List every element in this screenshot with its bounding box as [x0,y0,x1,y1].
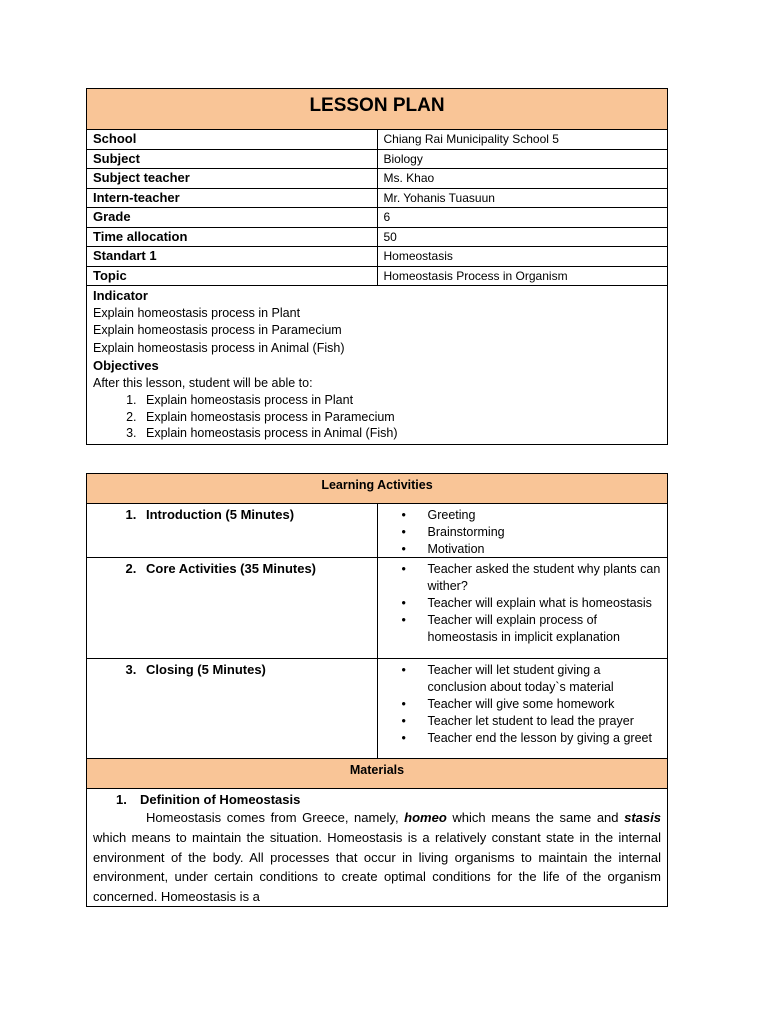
indicator-item: Explain homeostasis process in Paramecium [93,323,342,337]
info-row-subject [87,149,668,169]
activity-stage-label: 2. Core Activities (35 Minutes) [140,561,371,576]
activity-steps [384,561,662,645]
learning-activities-table [86,473,668,907]
activity-stage-label: 3. Closing (5 Minutes) [140,662,371,677]
materials-body [87,789,668,907]
objectives-intro: After this lesson, student will be able to: [93,375,313,390]
info-row-intern-teacher [87,188,668,208]
info-value: Homeostasis Process in Organism [377,266,668,286]
info-value: Ms. Khao [377,169,668,189]
info-row-grade [87,208,668,228]
learning-activities-heading: Learning Activities [87,474,668,504]
activity-steps [384,507,662,557]
indicator-objectives-cell [87,286,668,445]
info-label: School [87,130,378,150]
indicator-item: Explain homeostasis process in Plant [93,305,301,320]
activity-step: • Teacher end the lesson by giving a greet [428,730,662,747]
info-value: Homeostasis [377,247,668,267]
objective-item: 2. Explain homeostasis process in Paramecium [140,409,661,426]
activity-row-closing [87,659,668,759]
indicator-item: Explain homeostasis process in Animal (Fish) [93,340,345,355]
indicator-heading: Indicator [93,288,148,303]
objectives-heading: Objectives [93,358,159,373]
objectives-list [93,392,661,442]
info-value: Biology [377,149,668,169]
objective-item: 3. Explain homeostasis process in Animal (Fish) [140,425,661,442]
info-row-topic [87,266,668,286]
info-value: 6 [377,208,668,228]
info-label: Time allocation [87,227,378,247]
info-label: Subject teacher [87,169,378,189]
term-homeo: homeo [404,810,447,826]
activity-step: • Teacher will explain process of homeostasis in implicit explanation [428,612,662,646]
info-row-time-allocation [87,227,668,247]
info-label: Standart 1 [87,247,378,267]
activity-steps [384,662,662,746]
activity-step: • Greeting [428,507,662,524]
activity-step: • Teacher asked the student why plants can wither? [428,561,662,595]
info-value: Chiang Rai Municipality School 5 [377,130,668,150]
info-label: Subject [87,149,378,169]
activity-row-introduction [87,504,668,558]
activity-stage-label: 1. Introduction (5 Minutes) [140,507,371,522]
lesson-plan-table [86,88,668,445]
term-stasis: stasis [624,810,661,826]
lesson-plan-title: LESSON PLAN [87,89,668,130]
info-label: Grade [87,208,378,228]
materials-section-title: Definition of Homeostasis [140,792,301,808]
objective-item: 1. Explain homeostasis process in Plant [140,392,661,409]
activity-row-core [87,558,668,659]
activity-step: • Teacher let student to lead the prayer [428,713,662,730]
info-row-subject-teacher [87,169,668,189]
activity-step: • Brainstorming [428,524,662,541]
info-value: 50 [377,227,668,247]
info-row-school [87,130,668,150]
materials-heading: Materials [87,759,668,789]
info-value: Mr. Yohanis Tuasuun [377,188,668,208]
materials-section-number: 1. [116,792,127,808]
info-label: Intern-teacher [87,188,378,208]
materials-paragraph: Homeostasis comes from Greece, namely, homeo which means the same and stasis which means to maintain the situation. Homeostasis is a relatively constant state in the internal environment of the body. All processes that occur in living organisms to maintain the internal environment, under certain conditions to create optimal conditions for the life of the organism concerned. Homeostasis is a [93,810,661,904]
activity-step: • Teacher will give some homework [428,696,662,713]
info-label: Topic [87,266,378,286]
info-row-standart [87,247,668,267]
activity-step: • Teacher will explain what is homeostasis [428,595,662,612]
activity-step: • Motivation [428,541,662,558]
activity-step: • Teacher will let student giving a conclusion about today`s material [428,662,662,696]
